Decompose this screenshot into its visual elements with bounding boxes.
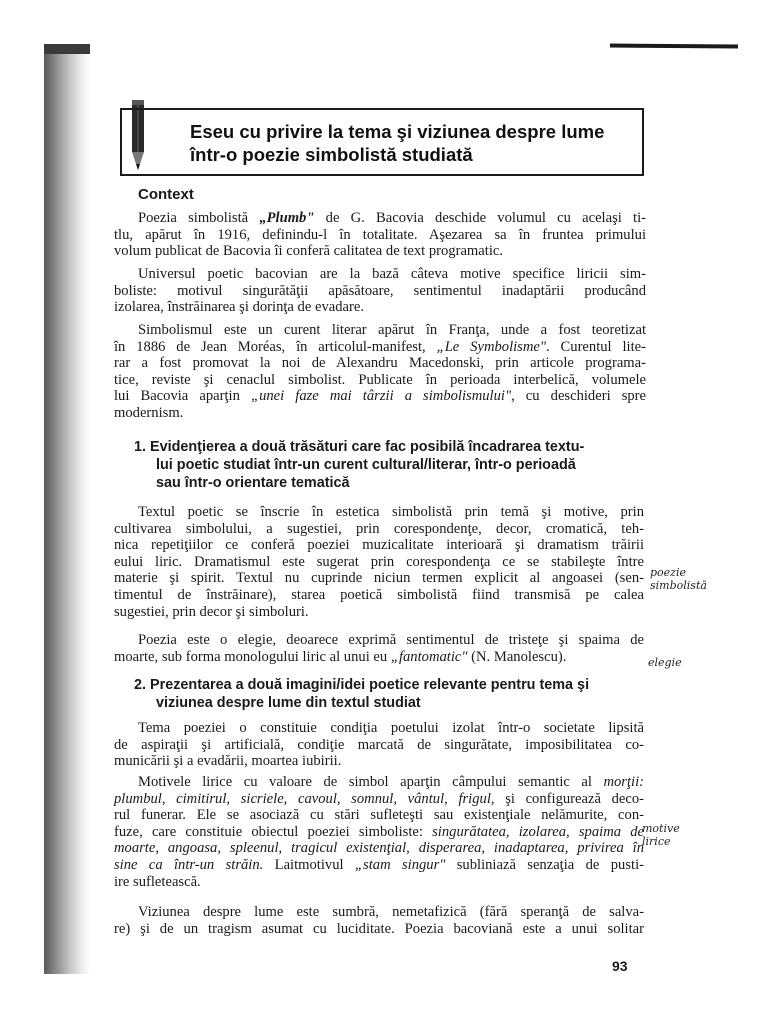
text-line: izolarea, înstrăinarea şi dorinţa de evadare. — [114, 299, 364, 316]
text-line: nica repetiţiilor ce conferă poeziei muzicalitate interioară şi dramatism trăirii — [114, 537, 644, 554]
text-line: rul funerar. Ele se asociază cu stări sufleteşti sau existenţiale nelămurite, con- — [114, 807, 644, 824]
context-heading: Context — [138, 186, 194, 203]
text-line: materie şi spirit. Textul nu cuprinde niciun termen explicit al angoasei (sen- — [114, 570, 644, 587]
text-line: în 1886 de Jean Moréas, în articolul-manifest, „Le Symbolisme". Curentul lite- — [114, 338, 646, 355]
text-line: Universul poetic bacovian are la bază câteva motive specifice liricii sim- — [138, 266, 646, 282]
text-line: modernism. — [114, 404, 184, 421]
text-line: ire sufletească. — [114, 873, 201, 890]
text-line: Simbolismul este un curent literar apărut în Franţa, unde a fost teoretizat — [138, 322, 646, 338]
text-line: municării şi a evadării, moartea iubirii. — [114, 753, 342, 770]
text-line: moarte, sub forma monologului liric al unui eu „fantomatic" (N. Manolescu). — [114, 648, 567, 665]
context-paragraph-1 — [114, 210, 646, 260]
page-title: Eseu cu privire la tema şi viziunea despre lume într-o poezie simbolistă studiată — [190, 121, 605, 165]
margin-note-motive-lirice: motive lirice — [642, 822, 680, 848]
section-1-heading: 1. Evidenţierea a două trăsături care fac posibilă încadrarea textu- lui poetic studiat într-un curent cultural/literar, într-o perioadă sau într-o orientare tematică — [134, 439, 585, 491]
spine-top-edge — [44, 44, 90, 54]
text-line: rar a fost promovat la noi de Alexandru Macedonski, prin articole programa- — [114, 355, 646, 372]
top-rule — [610, 44, 738, 49]
text-line: sugestiei, prin decor şi simboluri. — [114, 603, 309, 620]
text-line: eului liric. Dramatismul este sugerat prin corespondenţa ce se stabileşte între — [114, 553, 644, 570]
text-line: Poezia este o elegie, deoarece exprimă sentimentul de tristeţe şi spaima de — [138, 632, 644, 648]
section-2-paragraph-1 — [114, 720, 644, 770]
text-line: cultivarea simbolului, a sugestiei, prin corespondenţe, decor, cromatică, teh- — [114, 520, 644, 537]
section-1-paragraph-1 — [114, 504, 644, 620]
text-line: Poezia simbolistă „Plumb" de G. Bacovia deschide volumul cu acelaşi ti- — [138, 210, 646, 226]
text-line: fuze, care constituie obiectul poeziei simboliste: singurătatea, izolarea, spaima de — [114, 823, 644, 840]
text-line: tlu, apărut în 1916, definindu-l în totalitate. Aşezarea sa în fruntea primului — [114, 226, 646, 243]
text-line: moarte, angoasa, spleenul, tragicul existenţial, disperarea, inadaptarea, privirea în — [114, 840, 644, 857]
text-line: boliste: motivul singurătăţii apăsătoare, sentimentul inadaptării producând — [114, 282, 646, 299]
text-line: de aspiraţii şi artificială, condiţie marcată de singurătate, imposibilitatea co- — [114, 736, 644, 753]
context-paragraph-3 — [114, 322, 646, 422]
margin-note-elegie: elegie — [648, 656, 682, 669]
text-line: re) şi de un tragism asumat cu luciditate. Poezia bacoviană este a unui solitar — [114, 920, 644, 937]
context-paragraph-2 — [114, 266, 646, 316]
text-line: Tema poeziei o constituie condiţia poetului izolat într-o societate lipsită — [138, 720, 644, 736]
text-line: Textul poetic se înscrie în estetica simbolistă prin temă şi motive, prin — [138, 504, 644, 520]
text-line: timentul de înstrăinare), starea poetică simbolistă fiind transmisă pe calea — [114, 586, 644, 603]
text-line: lui Bacovia aparţin „unei faze mai târzii a simbolismului", cu deschideri spre — [114, 388, 647, 405]
text-line: Motivele lirice cu valoare de simbol aparţin câmpului semantic al morţii: — [138, 774, 644, 790]
text-line: volum publicat de Bacovia îi conferă calitatea de text programatic. — [114, 243, 504, 260]
text-line: Viziunea despre lume este sumbră, nemetafizică (fără speranţă de salva- — [138, 904, 644, 920]
text-line: sine ca într-un străin. Laitmotivul „stam singur" subliniază senzaţia de pusti- — [114, 856, 644, 873]
text-line: plumbul, cimitirul, sicriele, cavoul, somnul, vântul, frigul, şi configurează deco- — [114, 790, 644, 807]
section-2-heading: 2. Prezentarea a două imagini/idei poetice relevante pentru tema şi viziunea despre lume din textul studiat — [134, 677, 590, 711]
margin-note-poezie-simbolista: poezie simbolistă — [650, 566, 707, 592]
section-2-paragraph-3 — [114, 904, 644, 937]
page-number: 93 — [612, 958, 628, 974]
book-spine-shadow — [44, 44, 90, 974]
section-2-paragraph-2 — [114, 774, 644, 890]
section-1-paragraph-2 — [114, 632, 644, 665]
text-line: tice, reviste şi cenaclul simbolist. Publicate în perioada interbelică, volumele — [114, 371, 646, 388]
